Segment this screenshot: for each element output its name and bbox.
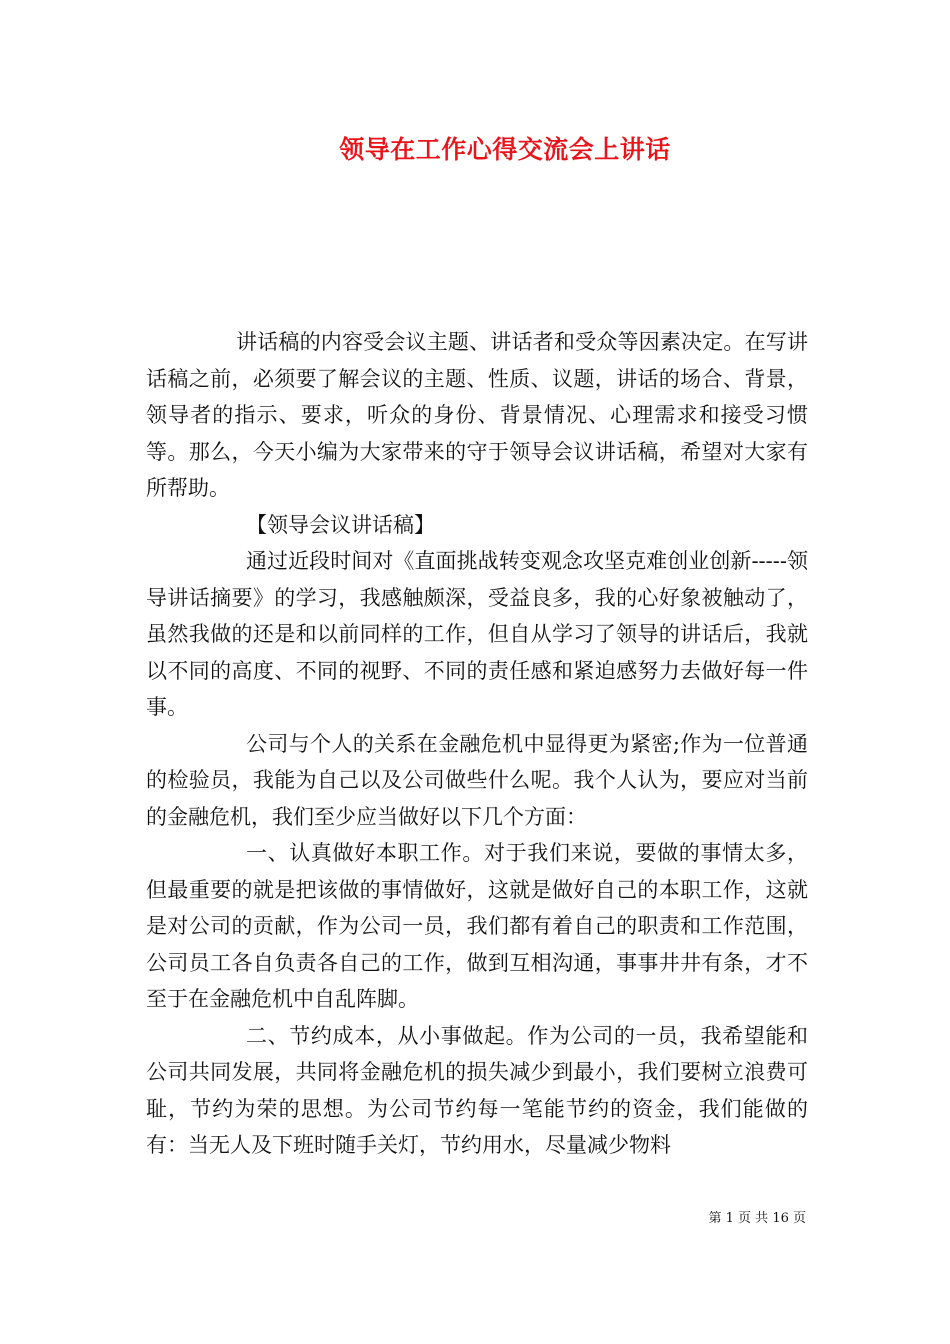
- body-paragraph: 通过近段时间对《直面挑战转变观念攻坚克难创业创新-----领导讲话摘要》的学习，我感触颇深，受益良多，我的心好象被触动了，虽然我做的还是和以前同样的工作，但自从学习了领导的讲话后，我就以不同的高度、不同的视野、不同的责任感和紧迫感努力去做好每一件事。: [146, 549, 808, 719]
- page-title: 领导在工作心得交流会上讲话: [339, 135, 671, 164]
- body-paragraph: 一、认真做好本职工作。对于我们来说，要做的事情太多，但最重要的就是把该做的事情做好，这就是做好自己的本职工作，这就是对公司的贡献，作为公司一员，我们都有着自己的职责和工作范围，公司员工各自负责各自己的工作，做到互相沟通，事事井井有条，才不至于在金融危机中自乱阵脚。: [146, 841, 808, 1011]
- document-body: [146, 324, 808, 1164]
- section-heading: 【领导会议讲话稿】: [246, 512, 435, 537]
- page-number: 第 1 页 共 16 页: [708, 1211, 806, 1226]
- intro-paragraph: 讲话稿的内容受会议主题、讲话者和受众等因素决定。在写讲话稿之前，必须要了解会议的主题、性质、议题，讲话的场合、背景，领导者的指示、要求，听众的身份、背景情况、心理需求和接受习惯等。那么，今天小编为大家带来的守于领导会议讲话稿，希望对大家有所帮助。: [146, 330, 808, 500]
- body-paragraph: 公司与个人的关系在金融危机中显得更为紧密;作为一位普通的检验员，我能为自己以及公司做些什么呢。我个人认为，要应对当前的金融危机，我们至少应当做好以下几个方面：: [146, 731, 808, 829]
- body-paragraph: 二、节约成本，从小事做起。作为公司的一员，我希望能和公司共同发展，共同将金融危机的损失减少到最小，我们要树立浪费可耻，节约为荣的思想。为公司节约每一笔能节约的资金，我们能做的有：当无人及下班时随手关灯，节约用水，尽量减少物料: [146, 1023, 808, 1157]
